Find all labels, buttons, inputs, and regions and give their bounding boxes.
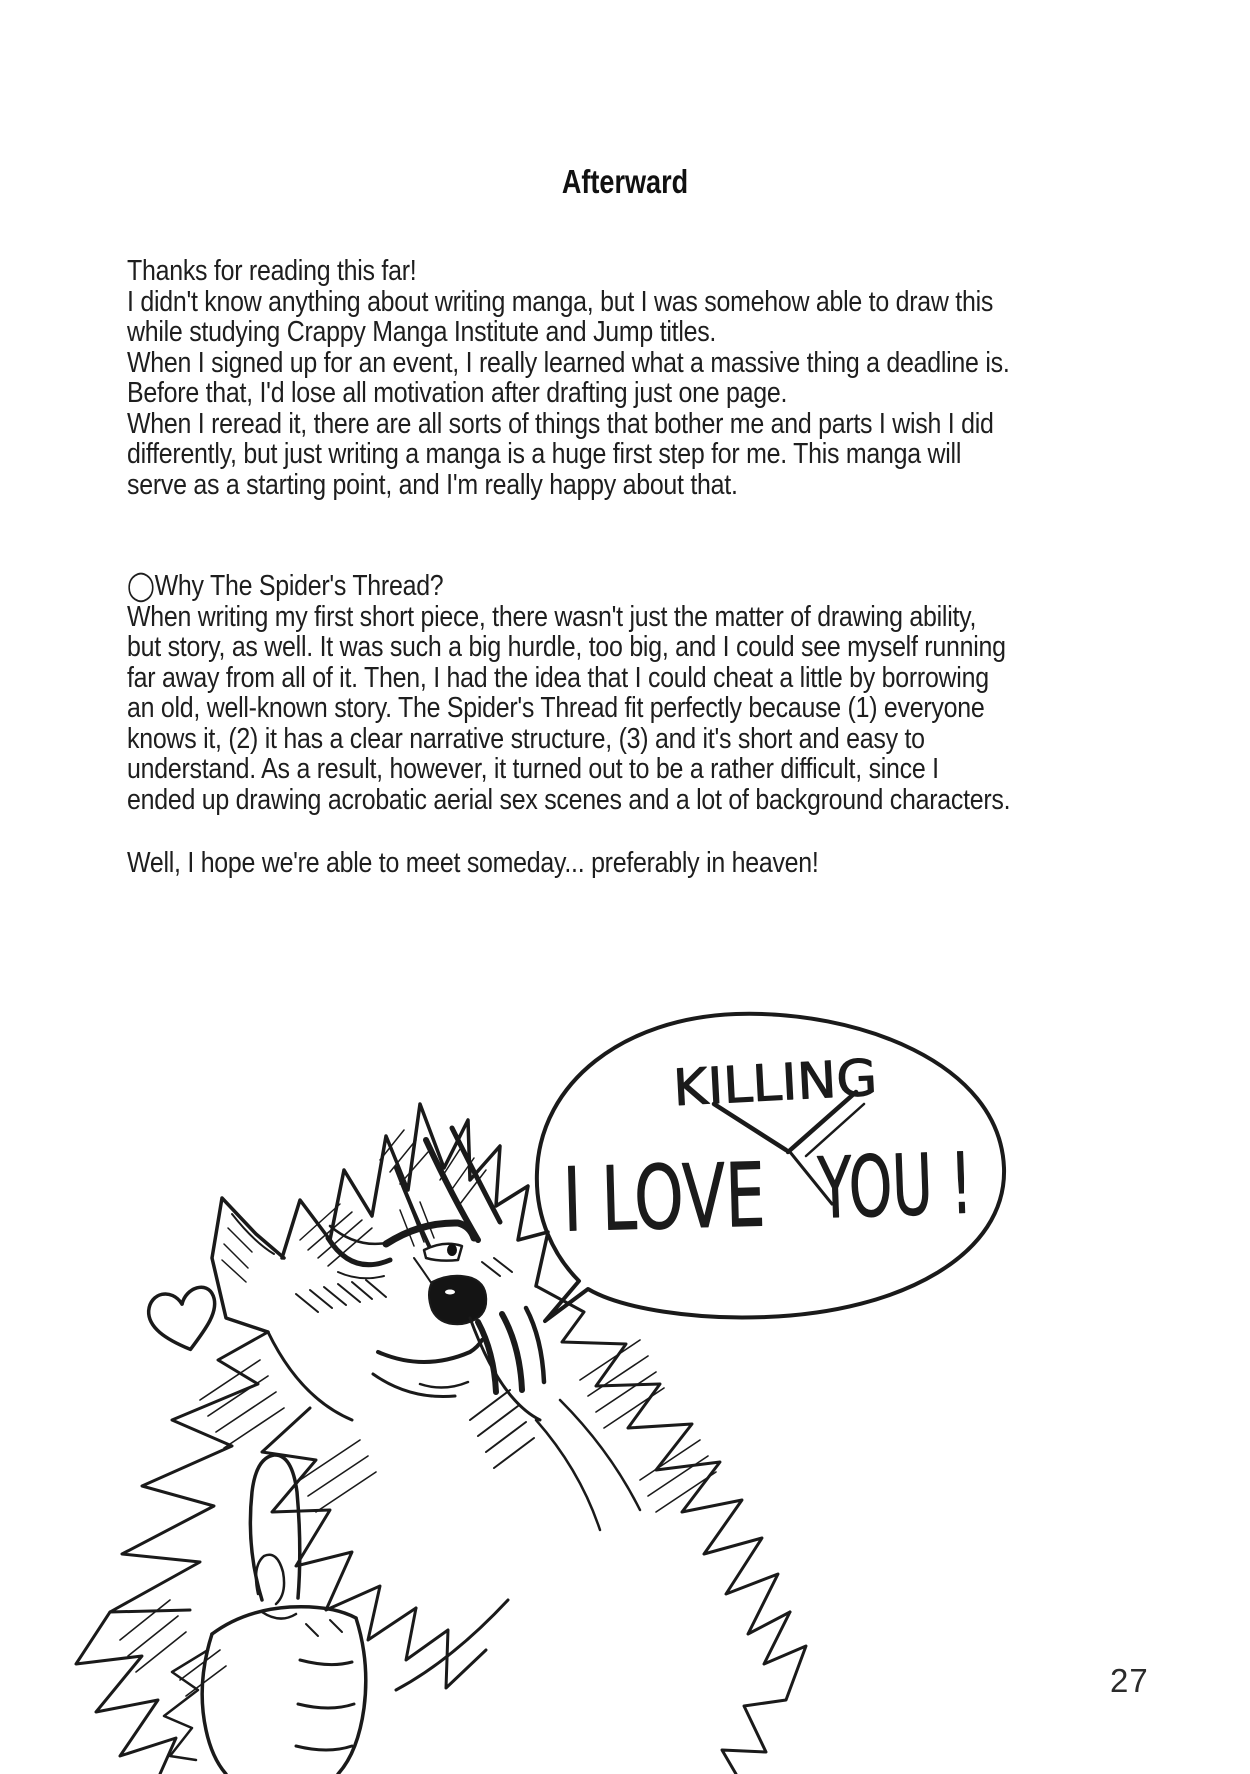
- text-line: ended up drawing acrobatic aerial sex scenes and a lot of background characters.: [127, 783, 1011, 816]
- text-line: far away from all of it. Then, I had the idea that I could cheat a little by borrowing: [127, 661, 989, 694]
- text-line: When I reread it, there are all sorts of things that bother me and parts I wish I did: [127, 407, 994, 440]
- eyebrow: [386, 1223, 474, 1244]
- pupil: [447, 1244, 457, 1256]
- text-line: serve as a starting point, and I'm really happy about that.: [127, 468, 738, 501]
- text-line: while studying Crappy Manga Institute and Jump titles.: [127, 316, 717, 348]
- bubble-text-left: I LOVE: [561, 1141, 848, 1252]
- thumbs-up-hand: [164, 1455, 366, 1774]
- text-line: understand. As a result, however, it turned out to be a rather difficult, since I: [127, 753, 939, 785]
- speech-bubble: [537, 1014, 1055, 1321]
- heart-icon: [146, 1286, 221, 1355]
- text-line: but story, as well. It was such a big hurdle, too big, and I could see myself running: [127, 631, 1006, 663]
- text-line: When writing my first short piece, there wasn't just the matter of drawing ability,: [127, 600, 977, 633]
- text-line: Thanks for reading this far!: [127, 255, 417, 287]
- wolf-nose: [429, 1276, 486, 1324]
- thumb: [250, 1455, 299, 1600]
- page-title: Afterward: [561, 163, 689, 200]
- text-line: knows it, (2) it has a clear narrative structure, (3) and it's short and easy to: [127, 722, 925, 755]
- page-number: 27: [1110, 1662, 1149, 1699]
- text-line: I didn't know anything about writing manga, but I was somehow able to draw this: [127, 285, 994, 318]
- wolf-arm: [396, 1600, 508, 1690]
- text-line: differently, but just writing a manga is a huge first step for me. This manga will: [127, 438, 962, 470]
- bubble-text-right: YOU !: [816, 1131, 1055, 1238]
- text-line: Before that, I'd lose all motivation after drafting just one page.: [127, 377, 788, 409]
- wolf-neck: [470, 1308, 544, 1468]
- bubble-crossed-word: KILLING: [671, 1049, 869, 1118]
- smiling-mouth: [378, 1340, 482, 1362]
- section-heading: ◯Why The Spider's Thread?: [127, 570, 444, 602]
- text-line: an old, well-known story. The Spider's Thread fit perfectly because (1) everyone: [127, 692, 985, 724]
- closing-line: Well, I hope we're able to meet someday... preferably in heaven!: [127, 847, 819, 879]
- wolf-ear: [212, 1198, 284, 1332]
- text-line: When I signed up for an event, I really learned what a massive thing a deadline is.: [127, 346, 1010, 379]
